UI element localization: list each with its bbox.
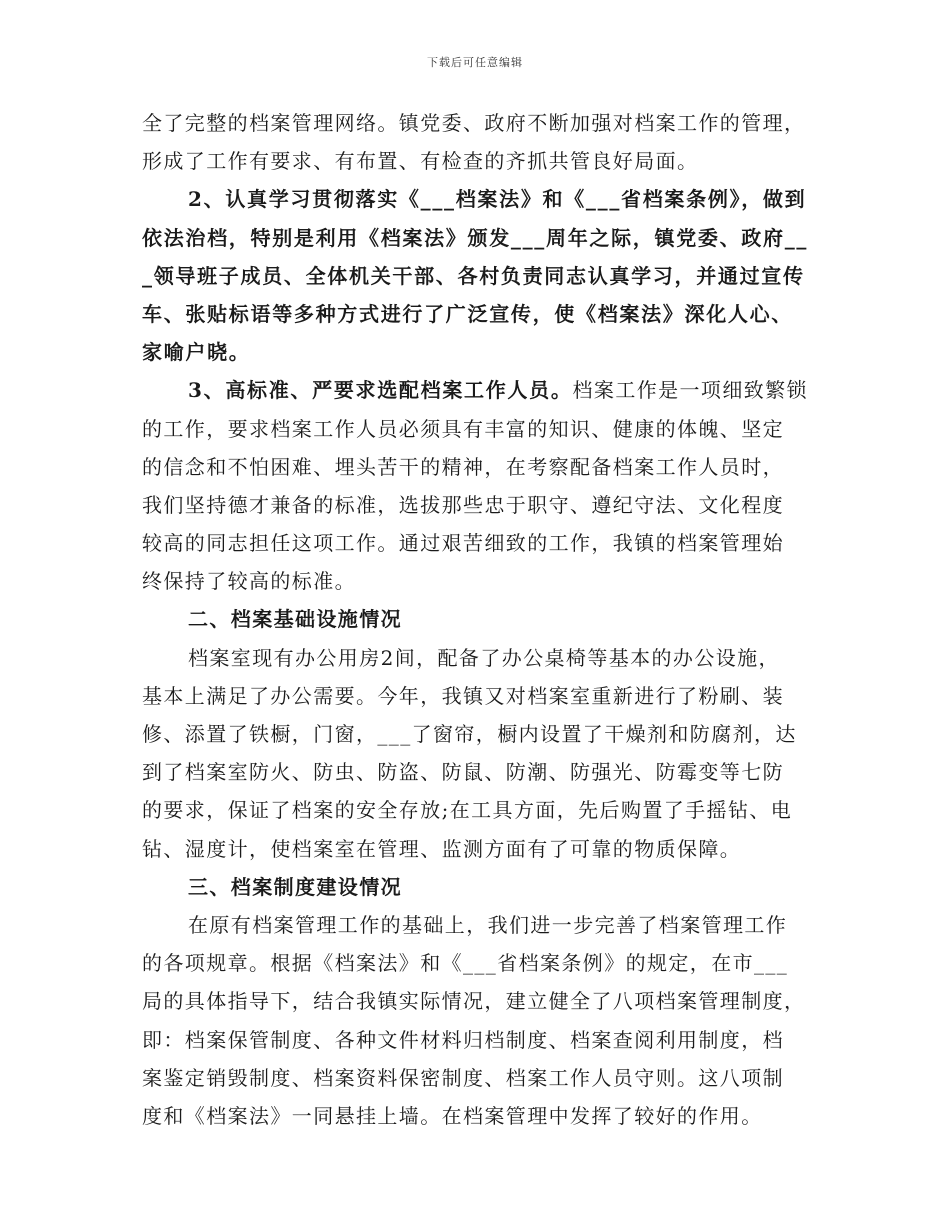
text-line: 我们坚持德才兼备的标准，选拔那些忠于职守、遵纪守法、文化程度 bbox=[142, 492, 784, 517]
document-body bbox=[142, 104, 810, 1135]
text-line: 修、添置了铁橱，门窗，___了窗帘，橱内设置了干燥剂和防腐剂，达 bbox=[142, 722, 797, 746]
text-line: 终保持了较高的标准。 bbox=[142, 569, 356, 594]
text-line: 即：档案保管制度、各种文件材料归档制度、档案查阅利用制度，档 bbox=[142, 1027, 784, 1052]
text-line: 2、认真学习贯彻落实《___档案法》和《___省档案条例》，做到 bbox=[188, 187, 807, 212]
text-line: 局的具体指导下，结合我镇实际情况，建立健全了八项档案管理制度， bbox=[142, 989, 806, 1014]
text-line-rest: 档案工作是一项细致繁锁 bbox=[572, 378, 808, 403]
text-line: 形成了工作有要求、有布置、有检查的齐抓共管良好局面。 bbox=[142, 149, 699, 174]
text-line: 的工作，要求档案工作人员必须具有丰富的知识、健康的体魄、坚定 bbox=[142, 416, 784, 441]
text-line: 的信念和不怕困难、埋头苦干的精神，在考察配备档案工作人员时， bbox=[142, 454, 784, 479]
text-line: 依法治档，特别是利用《档案法》颁发___周年之际，镇党委、政府__ bbox=[142, 225, 809, 250]
text-line: 度和《档案法》一同悬挂上墙。在档案管理中发挥了较好的作用。 bbox=[142, 1103, 763, 1128]
text-line: 钻、湿度计，使档案室在管理、监测方面有了可靠的物质保障。 bbox=[142, 836, 742, 861]
text-line: 家喻户晓。 bbox=[142, 340, 251, 365]
text-line: 基本上满足了办公需要。今年，我镇又对档案室重新进行了粉刷、装 bbox=[142, 683, 784, 708]
page-header: 下载后可任意编辑 bbox=[427, 56, 523, 69]
section-heading: 三、档案制度建设情况 bbox=[188, 874, 402, 899]
text-line: 到了档案室防火、防虫、防盗、防鼠、防潮、防强光、防霉变等七防 bbox=[142, 760, 784, 785]
text-line bbox=[142, 371, 810, 409]
text-line: 案鉴定销毁制度、档案资料保密制度、档案工作人员守则。这八项制 bbox=[142, 1065, 784, 1090]
text-line: 的各项规章。根据《档案法》和《___省档案条例》的规定，在市___ bbox=[142, 951, 789, 976]
section-heading: 二、档案基础设施情况 bbox=[188, 607, 402, 632]
text-line: 全了完整的档案管理网络。镇党委、政府不断加强对档案工作的管理， bbox=[142, 111, 806, 135]
text-line: 车、张贴标语等多种方式进行了广泛宣传，使《档案法》深化人心、 bbox=[142, 301, 793, 326]
text-line: 较高的同志担任这项工作。通过艰苦细致的工作，我镇的档案管理始 bbox=[142, 531, 784, 556]
bold-lead-text: 3、高标准、严要求选配档案工作人员。 bbox=[188, 378, 573, 403]
text-line: 档案室现有办公用房2间，配备了办公桌椅等基本的办公设施， bbox=[188, 645, 780, 670]
text-line: _领导班子成员、全体机关干部、各村负责同志认真学习，并通过宣传 bbox=[142, 263, 805, 288]
text-line: 的要求，保证了档案的安全存放;在工具方面，先后购置了手摇钻、电 bbox=[142, 798, 793, 823]
text-line: 在原有档案管理工作的基础上，我们进一步完善了档案管理工作 bbox=[188, 912, 788, 937]
